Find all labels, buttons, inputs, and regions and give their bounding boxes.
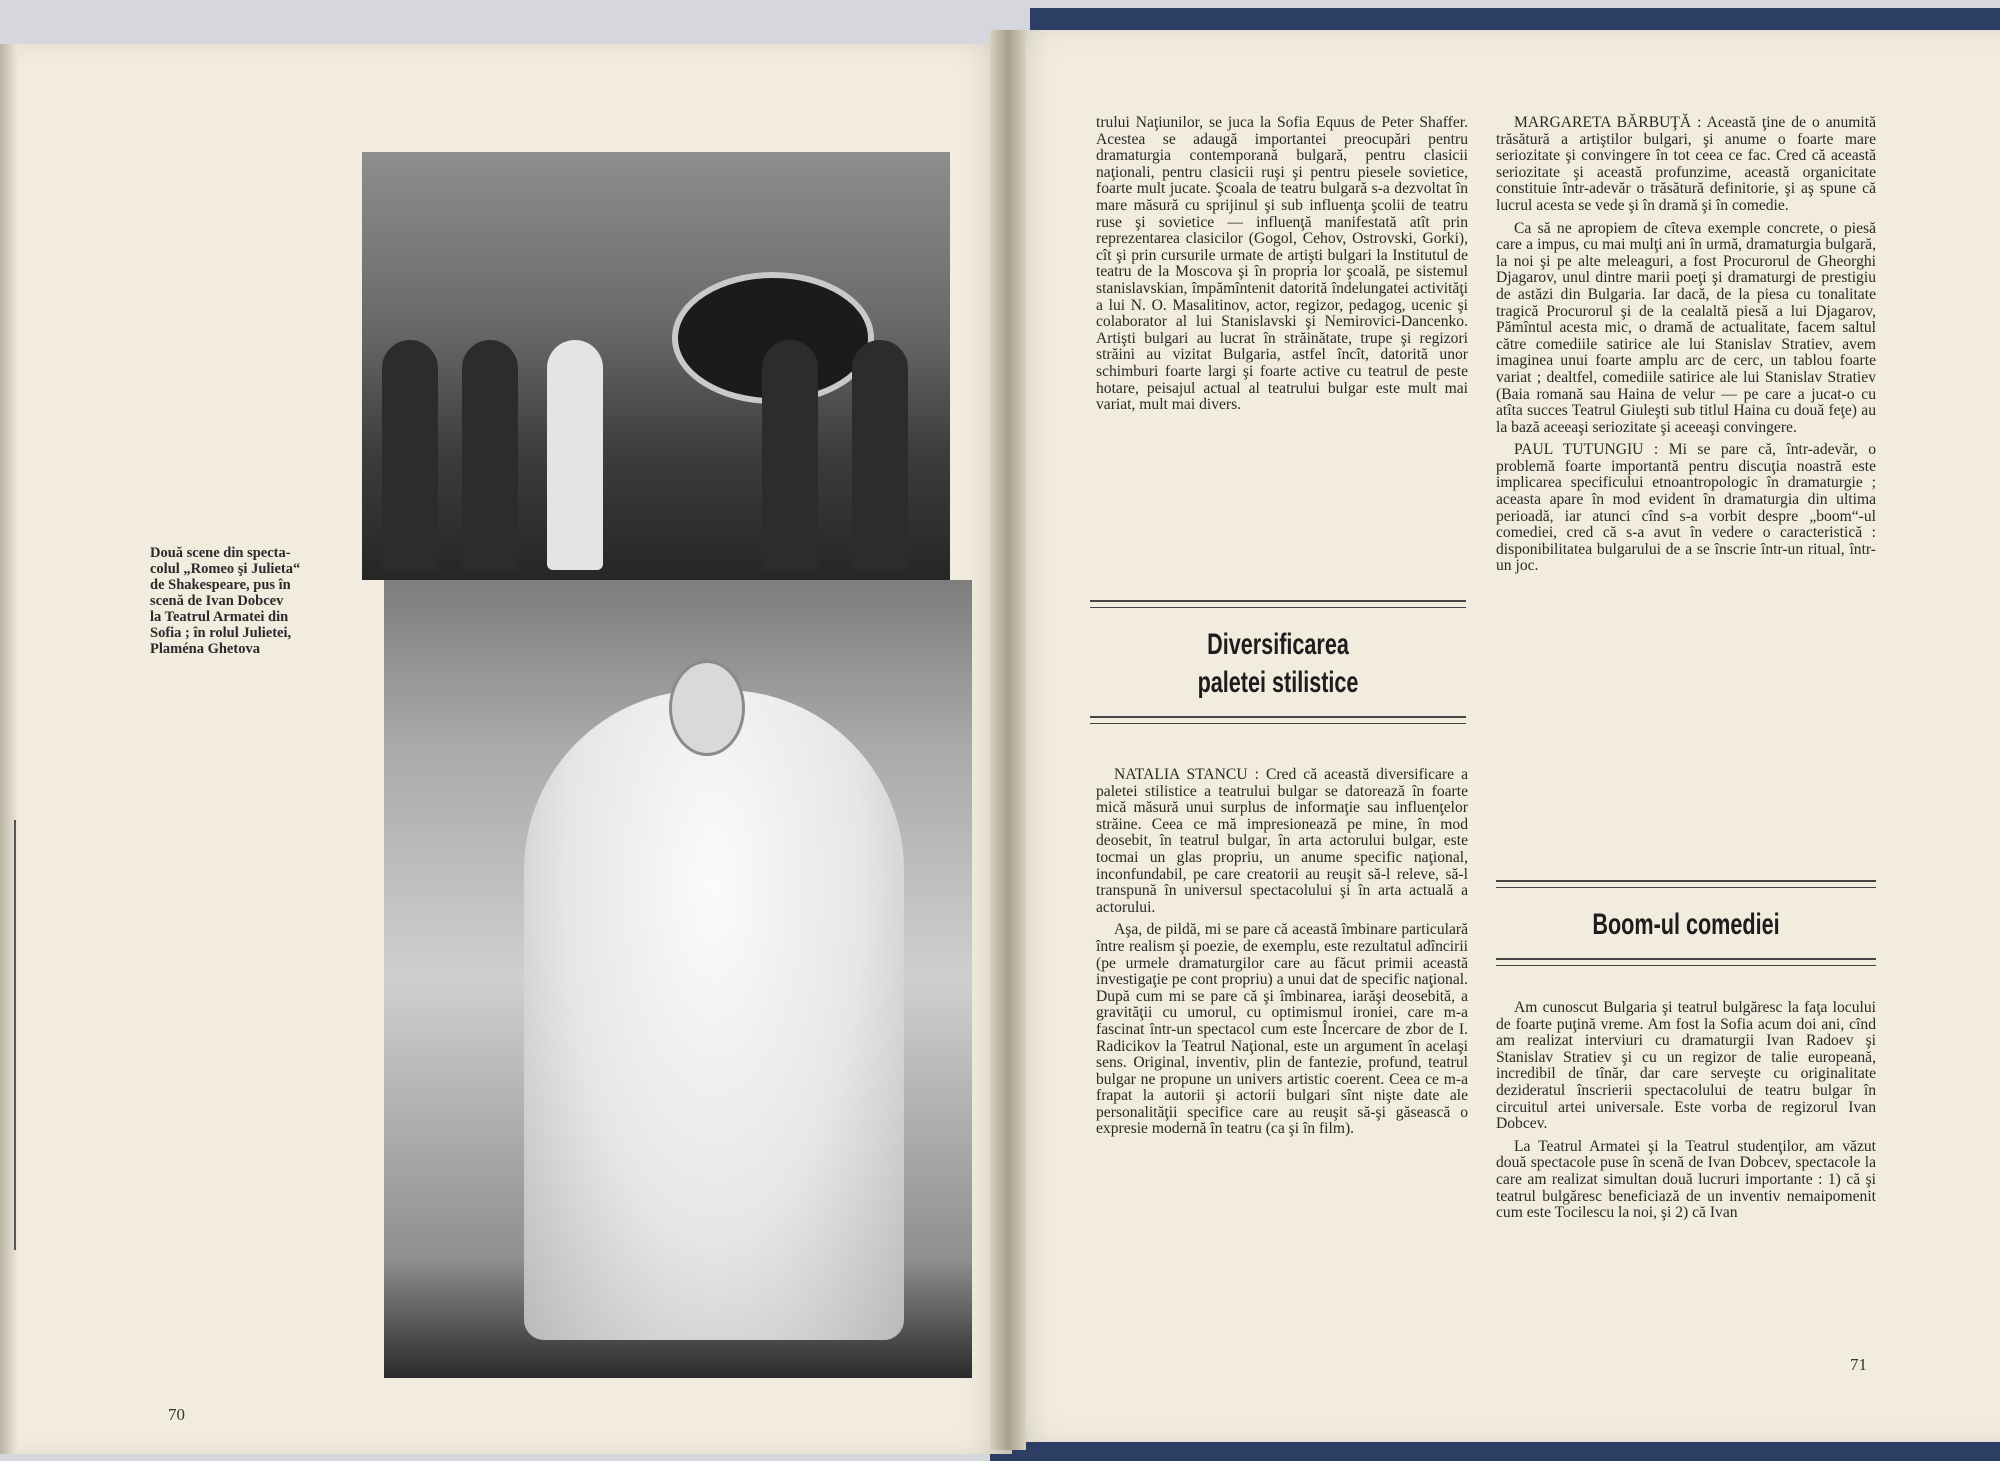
actor-figure <box>852 340 908 570</box>
photo-caption: Două scene din specta- colul „Romeo şi Julieta“ de Shakespeare, pus în scenă de Ivan Dobcev la Teatrul Armatei din Sofia ; în rolul Julietei, Plaména Ghetova <box>150 545 301 657</box>
page-number-right: 71 <box>1850 1355 1867 1374</box>
paragraph: Aşa, de pildă, mi se pare că această îmbinare particulară între realism şi poezie, de exemplu, este rezultatul adîncirii (pe urmele dramaturgilor care au făcut primii această investigaţie pe cont propriu) a unui dat de specific naţional. După cum mi se pare că şi îmbinarea, iarăşi deosebită, a gravităţii cu umorul, cu optimismul ironiei, care m-a fascinat într-un spectacol cum este Încercare de zbor de I. Radicikov la Teatrul Naţional, este un argument în acelaşi sens. Original, inventiv, plin de fantezie, profund, teatrul bulgar ne propune un univers artistic coerent. Ceea ce m-a frapat la autorii şi actorii bulgari sînt nişte date ale personalităţii specifice care au reuşit să-şi găsească o expresie modernă în teatru (ca şi în film). <box>1096 921 1468 1138</box>
column-2-bottom <box>1496 1000 1876 1228</box>
section-heading-1 <box>1090 600 1466 724</box>
column-1-top <box>1096 115 1468 420</box>
double-rule <box>1090 600 1466 608</box>
paragraph: NATALIA STANCU : Cred că această diversificare a paletei stilistice a teatrului bulgar se datorează în foarte mică măsură unui surplus de informaţie sau influenţelor străine. Ceea ce mă impresionează pe mine, în mod deosebit, în teatrul bulgar, în arta actorului bulgar, este tocmai un glas propriu, un anume specific naţional, inconfundabil, pe care creatorii au reuşit să-l releve, să-l transpună în universul spectacolului şi în arta actuală a actorului. <box>1096 766 1468 916</box>
column-2-top <box>1496 115 1876 581</box>
actress-face <box>669 660 745 756</box>
paragraph: MARGARETA BĂRBUŢĂ : Această ţine de o anumită trăsătură a artiştilor bulgari, şi anume o foarte mare seriozitate şi convingere în tot ceea ce fac. Cred că această seriozitate şi această profunzime, această organicitate constituie într-adevăr o trăsătură definitorie, şi aş spune că lucrul acesta se vede şi în dramă şi în comedie. <box>1496 114 1876 214</box>
actor-figure <box>382 340 438 570</box>
margin-rule <box>14 820 16 1250</box>
paragraph: PAUL TUTUNGIU : Mi se pare că, într-adevăr, o problemă foarte importantă pentru discuţia noastră este implicarea specificului etnoantropologic în dramaturgie ; aceasta apare în mod evident în dramaturgia din ultima perioadă, iar atunci cînd s-a vorbit despre „boom“-ul comediei, cred că s-a avut în vedere o caracteristică : disponibilitatea bulgarului de a se înscrie într-un ritual, într-un joc. <box>1496 441 1876 575</box>
section-heading-2 <box>1496 880 1876 966</box>
section-title: Boom-ul comediei <box>1592 908 1780 941</box>
column-1-bottom <box>1096 767 1468 1144</box>
actor-figure <box>547 340 603 570</box>
white-gown <box>524 690 904 1340</box>
double-rule <box>1496 958 1876 966</box>
page-number-left: 70 <box>168 1405 185 1424</box>
paragraph: Ca să ne apropiem de cîteva exemple concrete, o piesă care a impus, cu mai mulţi ani în urmă, dramaturgia bulgară, la noi şi pe alte meleaguri, a fost Procurorul de Gheorghi Djagarov, unul dintre marii poeţi şi dramaturgi de prestigiu de astăzi din Bulgaria. Iar dacă, de la piesa cu tonalitate tragică Procurorul şi de la cealaltă piesă a lui Djagarov, Pămîntul acesta mic, o dramă de actualitate, facem saltul către comediile satirice ale lui Stanislav Stratiev, avem imaginea unui foarte amplu arc de cerc, un tablou foarte variat ; dealtfel, comediile satirice ale lui Stanislav Stratiev (Baia romană sau Haina de velur — pe care a jucat-o cu atîta succes Teatrul Giuleşti sub titlul Haina cu două feţe) au la bază aceeaşi seriozitate şi aceeaşi convingere. <box>1496 219 1876 436</box>
stage-photo-group <box>362 152 950 580</box>
book-gutter <box>990 30 1026 1450</box>
stage-photo-juliet <box>384 580 972 1378</box>
actor-figure <box>462 340 518 570</box>
paragraph: Am cunoscut Bulgaria şi teatrul bulgăresc la faţa locului de foarte puţină vreme. Am fost la Sofia acum doi ani, cînd am realizat interviuri cu dramaturgii Ivan Radoev şi Stanislav Stratiev şi cu un regizor de talie europeană, incredibil de tînăr, dar care serveşte cu originalitate dezideratul înscrierii spectacolului de teatru bulgar în circuitul artei universale. Este vorba de regizorul Ivan Dobcev. <box>1496 999 1876 1133</box>
paragraph: trului Naţiunilor, se juca la Sofia Equus de Peter Shaffer. Acestea se adaugă importantei preocupări pentru dramaturgia contemporană bulgară, pentru clasicii naţionali, pentru clasicii ruşi şi pentru piesele sovietice, foarte mult jucate. Şcoala de teatru bulgară s-a dezvoltat în mare măsură cu sprijinul şi sub influenţa şcolii de teatru ruse şi sovietice — influenţă manifestată atît prin reprezentarea clasicilor (Gogol, Cehov, Ostrovski, Gorki), cît şi prin cursurile urmate de artişti bulgari la Institutul de teatru de la Moscova şi în propria lor şcoală, pe sistemul stanislavskian, împămîntenit datorită îndelungatei activităţi a lui N. O. Masalitinov, actor, regizor, pedagog, ucenic şi colaborator al lui Stanislavski şi Nemirovici-Dancenko. Artişti bulgari au lucrat în străinătate, trupe şi regizori străini au vizitat Bulgaria, astfel încît, datorită unor schimburi foarte largi şi foarte active cu teatrul de peste hotare, peisajul actual al teatrului bulgar este mult mai variat, mult mai divers. <box>1096 114 1468 414</box>
paragraph: La Teatrul Armatei şi la Teatrul studenţilor, am văzut două spectacole puse în scenă de Ivan Dobcev, spectacole la care am realizat simultan două lucruri importante : 1) că şi teatrul bulgăresc beneficiază de un inventiv nemaipomenit cum este Tocilescu la noi, şi 2) că Ivan <box>1496 1137 1876 1222</box>
book-cover-bottom <box>990 1440 2000 1461</box>
double-rule <box>1496 880 1876 888</box>
section-title: Diversificarea paletei stilistice <box>1197 628 1359 699</box>
double-rule <box>1090 716 1466 724</box>
actor-figure <box>762 340 818 570</box>
